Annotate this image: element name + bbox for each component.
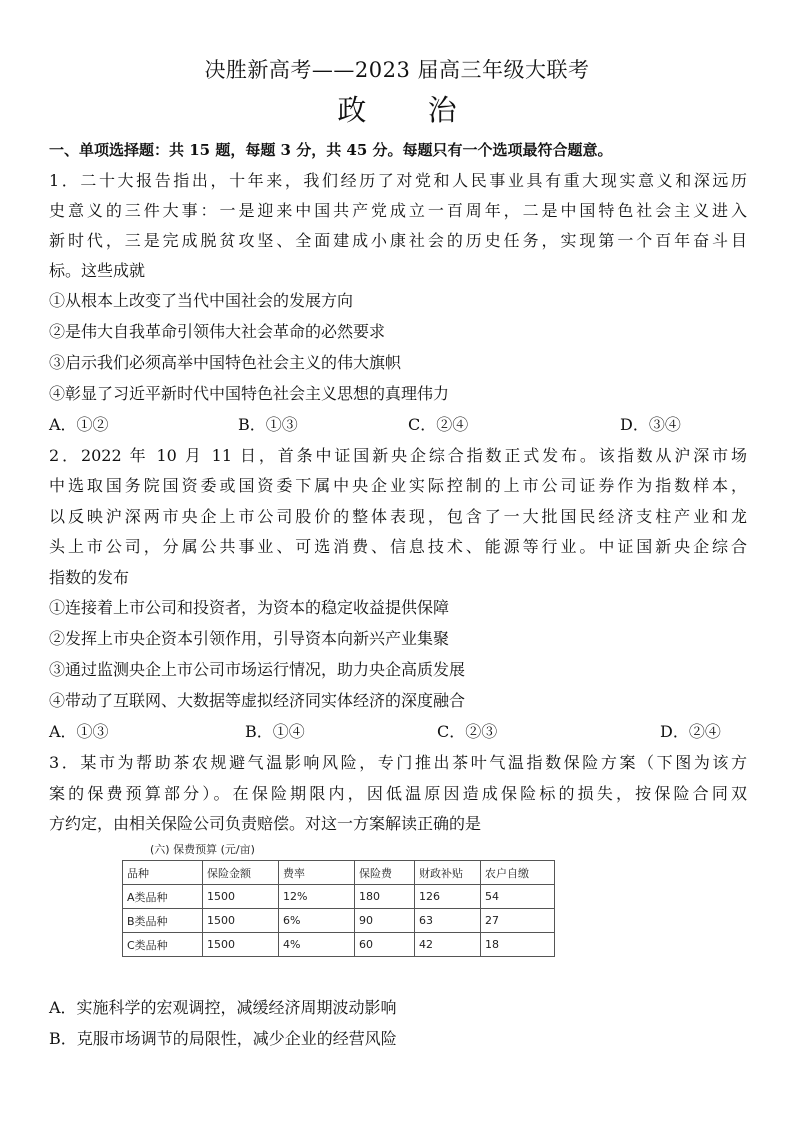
section-heading: 一、单项选择题：共 15 题，每题 3 分，共 45 分。每题只有一个选项最符合题意。: [49, 141, 613, 159]
table-cell: 126: [415, 885, 481, 909]
q1-stem-line: 1．二十大报告指出，十年来，我们经历了对党和人民事业具有重大现实意义和深远历: [49, 171, 747, 190]
q1-statement: ③启示我们必须高举中国特色社会主义的伟大旗帜: [49, 353, 402, 372]
column-header: 保险费: [355, 861, 415, 885]
table-cell: 54: [481, 885, 555, 909]
q3-option-b: B．克服市场调节的局限性，减少企业的经营风险: [49, 1029, 397, 1048]
q3-stem-line: 3．某市为帮助茶农规避气温影响风险，专门推出茶叶气温指数保险方案（下图为该方: [49, 753, 747, 772]
table-row: [123, 909, 555, 933]
table-row: [123, 885, 555, 909]
q2-stem-line: 头上市公司，分属公共事业、可选消费、信息技术、能源等行业。中证国新央企综合: [49, 537, 747, 556]
q1-option-d: D．③④: [620, 415, 681, 434]
q3-stem-line: 方约定，由相关保险公司负责赔偿。对这一方案解读正确的是: [49, 814, 482, 833]
column-header: 费率: [279, 861, 355, 885]
table-cell: 27: [481, 909, 555, 933]
q2-statement: ②发挥上市央企资本引领作用，引导资本向新兴产业集聚: [49, 629, 450, 648]
q2-option-d: D．②④: [660, 722, 721, 741]
premium-budget-table: [122, 860, 555, 957]
column-header: 保险金额: [203, 861, 279, 885]
q2-stem-line: 以反映沪深两市央企上市公司股价的整体表现，包含了一大批国民经济支柱产业和龙: [49, 507, 747, 526]
table-cell: 90: [355, 909, 415, 933]
q1-statement: ④彰显了习近平新时代中国特色社会主义思想的真理伟力: [49, 384, 450, 403]
table-cell: 4%: [279, 933, 355, 957]
q2-stem-line: 2．2022 年 10 月 11 日，首条中证国新央企综合指数正式发布。该指数从沪深市场: [49, 446, 747, 465]
table-cell: 42: [415, 933, 481, 957]
q2-stem-line: 中选取国务院国资委或国资委下属中央企业实际控制的上市公司证券作为指数样本，: [49, 476, 747, 495]
q1-stem-line: 标。这些成就: [49, 261, 146, 280]
q2-option-c: C．②③: [437, 722, 498, 741]
table-cell: 180: [355, 885, 415, 909]
q3-option-a: A．实施科学的宏观调控，减缓经济周期波动影响: [49, 998, 397, 1017]
table-cell: A类品种: [123, 885, 203, 909]
q1-statement: ②是伟大自我革命引领伟大社会革命的必然要求: [49, 322, 386, 341]
table-cell: C类品种: [123, 933, 203, 957]
table-row: [123, 933, 555, 957]
premium-budget-table-block: [122, 840, 554, 957]
table-cell: 1500: [203, 933, 279, 957]
exam-title: 决胜新高考——2023 届高三年级大联考: [204, 58, 590, 82]
table-cell: 1500: [203, 885, 279, 909]
column-header: 财政补贴: [415, 861, 481, 885]
column-header: 农户自缴: [481, 861, 555, 885]
q3-stem-line: 案的保费预算部分）。在保险期限内，因低温原因造成保险标的损失，按保险合同双: [49, 784, 747, 803]
table-cell: 12%: [279, 885, 355, 909]
q2-option-a: A．①③: [49, 722, 109, 741]
q1-statement: ①从根本上改变了当代中国社会的发展方向: [49, 291, 354, 310]
q2-option-b: B．①④: [245, 722, 305, 741]
q2-statement: ③通过监测央企上市公司市场运行情况，助力央企高质发展: [49, 660, 466, 679]
table-cell: B类品种: [123, 909, 203, 933]
table-header-row: [123, 861, 555, 885]
q1-option-a: A．①②: [49, 415, 109, 434]
q1-option-c: C．②④: [408, 415, 469, 434]
table-cell: 1500: [203, 909, 279, 933]
table-caption: (六) 保费预算 (元/亩): [150, 843, 255, 856]
table-cell: 6%: [279, 909, 355, 933]
table-cell: 63: [415, 909, 481, 933]
column-header: 品种: [123, 861, 203, 885]
subject-title: 政 治: [337, 93, 483, 127]
table-cell: 18: [481, 933, 555, 957]
q2-stem-line: 指数的发布: [49, 568, 130, 587]
q1-stem-line: 新时代，三是完成脱贫攻坚、全面建成小康社会的历史任务，实现第一个百年奋斗目: [49, 231, 747, 250]
q1-stem-line: 史意义的三件大事：一是迎来中国共产党成立一百周年，二是中国特色社会主义进入: [49, 201, 747, 220]
q1-option-b: B．①③: [238, 415, 298, 434]
table-cell: 60: [355, 933, 415, 957]
q2-statement: ①连接着上市公司和投资者，为资本的稳定收益提供保障: [49, 598, 450, 617]
q2-statement: ④带动了互联网、大数据等虚拟经济同实体经济的深度融合: [49, 691, 466, 710]
